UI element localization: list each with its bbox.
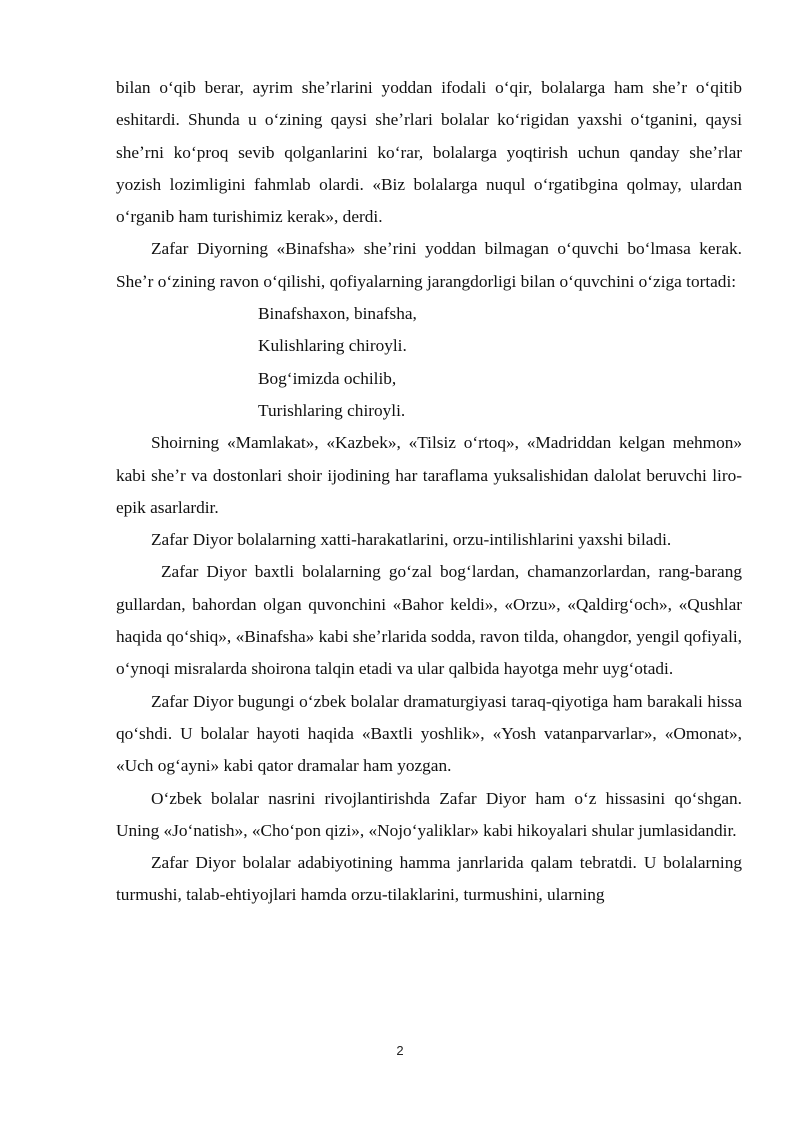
poem-line: Bogʻimizda ochilib, <box>258 368 397 388</box>
poem-block <box>258 298 742 427</box>
page-number: 2 <box>396 1043 404 1058</box>
paragraph-1: bilan oʻqib berar, ayrim sheʼrlarini yoddan ifodali oʻqir, bolalarga ham sheʼr oʻqitib eshitardi. Shunda u oʻzining qaysi sheʼrlari bolalar koʻrigidan yaxshi oʻtganini, qaysi sheʼrni koʻproq sevib qolganlarini koʻrar, bolalarga yoqtirish uchun qanday sheʼrlar yozish lozimligini fahmlab olardi. «Biz bolalarga nuqul oʻrgatibgina qolmay, ulardan oʻrganib ham turishimiz kerak», derdi. <box>116 78 742 227</box>
paragraph-3: Shoirning «Mamlakat», «Kazbek», «Tilsiz oʻrtoq», «Madriddan kelgan mehmon» kabi sheʼr va dostonlari shoir ijodining har taraflama yuksalishidan dalolat beruvchi liro-epik asarlardir. <box>116 433 742 517</box>
paragraph-4: Zafar Diyor bolalarning xatti-harakatlarini, orzu-intilishlarini yaxshi biladi. <box>151 530 672 550</box>
paragraph-6: Zafar Diyor bugungi oʻzbek bolalar dramaturgiyasi taraq-qiyotiga ham barakali hissa qoʻshdi. U bolalar hayoti haqida «Baxtli yoshlik», «Yosh vatanparvarlar», «Omonat», «Uch ogʻayni» kabi qator dramalar ham yozgan. <box>116 691 742 776</box>
poem-line: Binafshaxon, binafsha, <box>258 304 417 324</box>
document-page <box>116 72 742 912</box>
paragraph-2: Zafar Diyorning «Binafsha» sheʼrini yoddan bilmagan oʻquvchi boʻlmasa kerak. Sheʼr oʻzining ravon oʻqilishi, qofiyalarning jarangdorligi bilan oʻquvchini oʻziga tortadi: <box>116 239 742 291</box>
paragraph-5: Zafar Diyor baxtli bolalarning goʻzal bogʻlardan, chamanzorlardan, rang-barang gullardan, bahordan olgan quvonchini «Bahor keldi», «Orzu», «Qaldirgʻoch», «Qushlar haqida qoʻshiq», «Binafsha» kabi sheʼrlarida sodda, ravon tilda, ohangdor, yengil qofiyali, oʻynoqi misralarda shoirona talqin etadi va ular qalbida hayotga mehr uygʻotadi. <box>116 562 742 679</box>
paragraph-7: Oʻzbek bolalar nasrini rivojlantirishda Zafar Diyor ham oʻz hissasini qoʻshgan. Uning «Joʻnatish», «Choʻpon qizi», «Nojoʻyaliklar» kabi hikoyalari shular jumlasidandir. <box>116 788 742 840</box>
poem-line: Turishlaring chiroyli. <box>258 400 406 420</box>
poem-line: Kulishlaring chiroyli. <box>258 336 407 356</box>
paragraph-8: Zafar Diyor bolalar adabiyotining hamma janrlarida qalam tebratdi. U bolalarning turmushi, talab-ehtiyojlari hamda orzu-tilaklarini, turmushini, ularning <box>116 853 742 905</box>
